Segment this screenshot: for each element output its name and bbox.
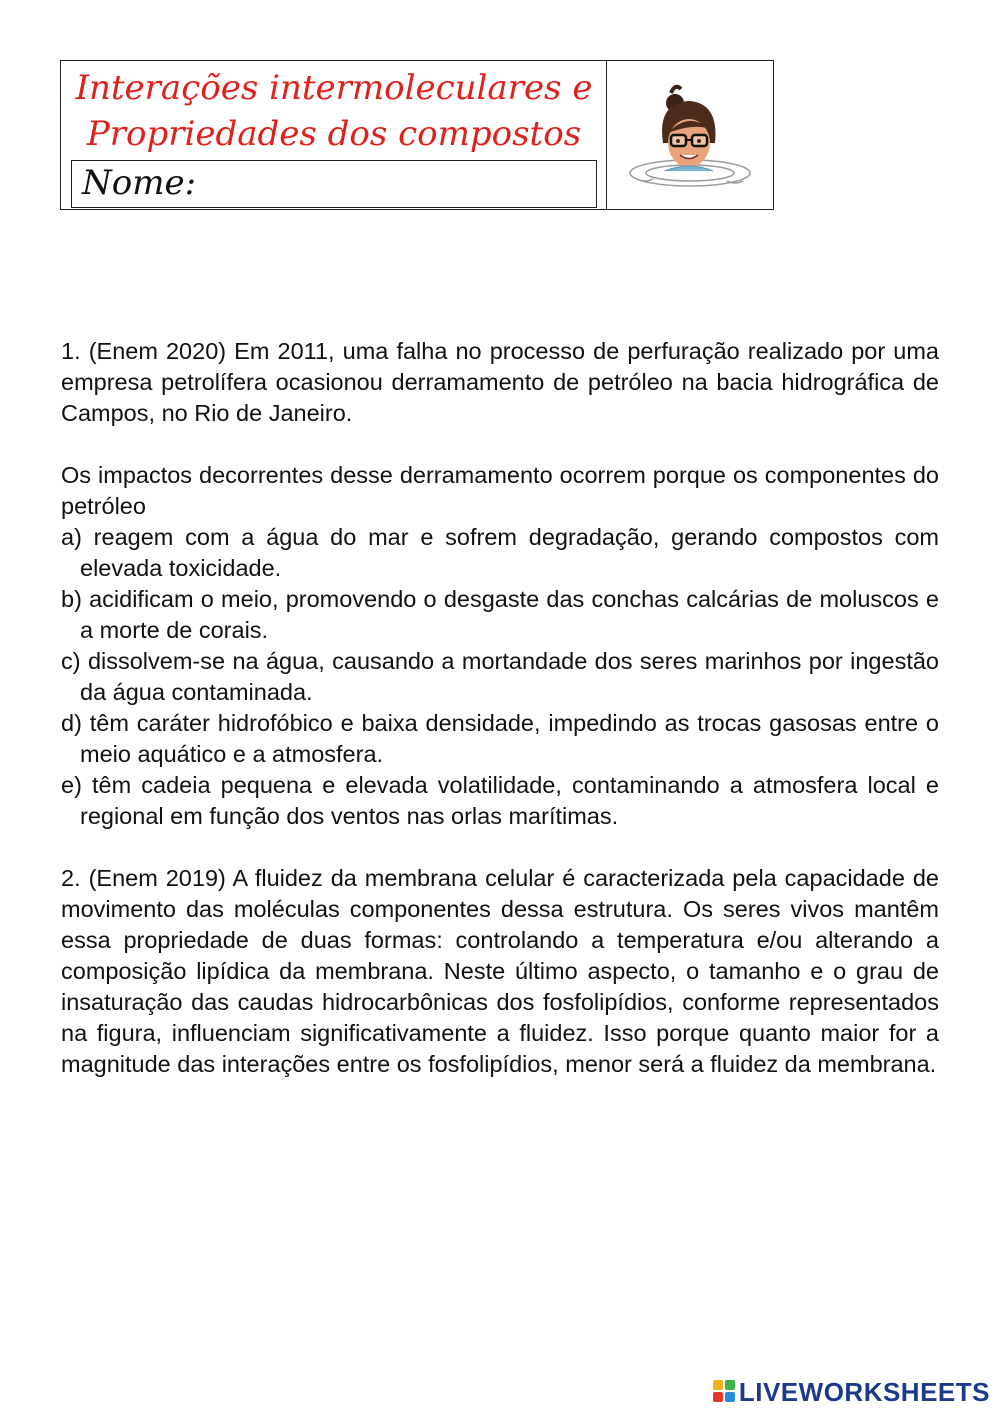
question-1-number: 1. <box>61 338 81 364</box>
option-letter: a) <box>61 524 82 550</box>
option-e <box>61 770 939 832</box>
option-letter: d) <box>61 710 82 736</box>
worksheet-content <box>61 336 939 1080</box>
question-1-text: (Enem 2020) Em 2011, uma falha no processo de perfuração realizado por uma empresa petrolífera ocasionou derramamento de petróleo na bacia hidrográfica de Campos, no Rio de Janeiro. <box>61 338 939 426</box>
question-2-intro <box>61 863 939 1080</box>
name-field[interactable] <box>71 160 597 208</box>
option-d <box>61 708 939 770</box>
question-2-text: (Enem 2019) A fluidez da membrana celular é caracterizada pela capacidade de movimento das moléculas componentes dessa estrutura. Os seres vivos mantêm essa propriedade de duas formas: controlando a temperatura e/ou alterando a composição lipídica da membrana. Neste último aspecto, o tamanho e o grau de insaturação das caudas hidrocarbônicas dos fosfolipídios, conforme representados na figura, influenciam significativamente a fluidez. Isso porque quanto maior for a magnitude das interações entre os fosfolipídios, menor será a fluidez da membrana. <box>61 865 939 1077</box>
title-line-1: Interações intermoleculares e <box>75 68 593 108</box>
liveworksheets-logo-text: LIVEWORKSHEETS <box>738 1376 990 1407</box>
option-text: têm caráter hidrofóbico e baixa densidade, impedindo as trocas gasosas entre o meio aquático e a atmosfera. <box>80 710 939 767</box>
teacher-avatar-icon <box>615 81 765 196</box>
option-c <box>61 646 939 708</box>
option-text: têm cadeia pequena e elevada volatilidade, contaminando a atmosfera local e regional em função dos ventos nas orlas marítimas. <box>80 772 939 829</box>
header-title-cell <box>61 61 607 209</box>
header-avatar-cell <box>607 61 773 209</box>
option-text: reagem com a água do mar e sofrem degradação, gerando compostos com elevada toxicidade. <box>80 524 939 581</box>
option-b <box>61 584 939 646</box>
question-2-number: 2. <box>61 865 81 891</box>
option-letter: c) <box>61 648 81 674</box>
worksheet-title <box>61 65 607 157</box>
title-line-2: Propriedades dos compostos <box>86 114 582 154</box>
option-letter: e) <box>61 772 82 798</box>
option-text: acidificam o meio, promovendo o desgaste das conchas calcárias de moluscos e a morte de corais. <box>80 586 939 643</box>
liveworksheets-logo <box>713 1375 990 1409</box>
name-label: Nome: <box>82 163 197 203</box>
question-1-stem: Os impactos decorrentes desse derramamento ocorrem porque os componentes do petróleo <box>61 462 939 519</box>
option-text: dissolvem-se na água, causando a mortandade dos seres marinhos por ingestão da água contaminada. <box>80 648 939 705</box>
header-box <box>60 60 774 210</box>
question-1-intro <box>61 336 939 429</box>
option-letter: b) <box>61 586 82 612</box>
liveworksheets-cubes-icon <box>713 1380 737 1404</box>
option-a <box>61 522 939 584</box>
